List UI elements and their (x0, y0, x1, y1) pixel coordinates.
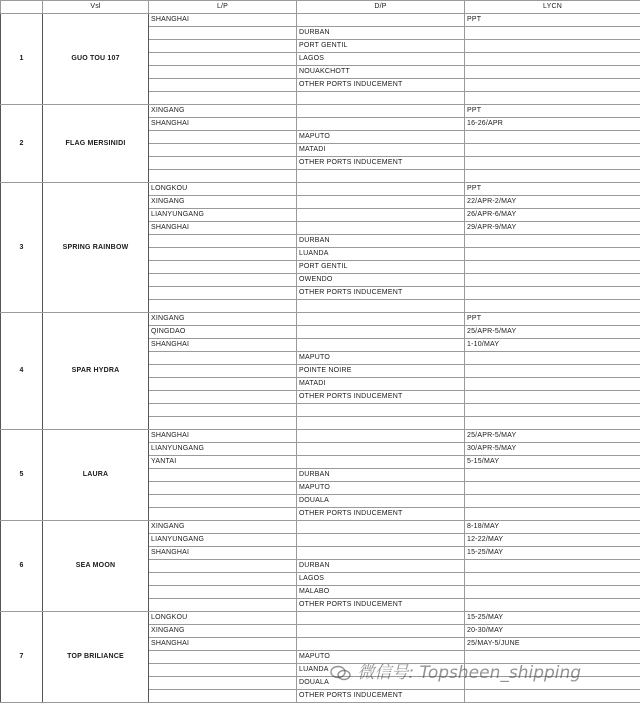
vessel-number: 6 (1, 521, 43, 612)
lycn-cell: 15-25/MAY (465, 612, 640, 625)
discharge-port-cell: OWENDO (297, 274, 465, 287)
lycn-cell: 29/APR-9/MAY (465, 222, 640, 235)
schedule-body (1, 14, 640, 703)
discharge-port-cell (297, 183, 465, 196)
lycn-cell: 20-30/MAY (465, 625, 640, 638)
discharge-port-cell (297, 547, 465, 560)
lycn-cell (465, 274, 640, 287)
discharge-port-cell (297, 521, 465, 534)
lycn-cell (465, 157, 640, 170)
load-port-cell (149, 482, 297, 495)
discharge-port-cell: LUANDA (297, 248, 465, 261)
discharge-port-cell (297, 404, 465, 417)
discharge-port-cell: OTHER PORTS INDUCEMENT (297, 157, 465, 170)
vessel-name: SEA MOON (43, 521, 149, 612)
discharge-port-cell: OTHER PORTS INDUCEMENT (297, 79, 465, 92)
load-port-cell (149, 157, 297, 170)
vessel-number: 2 (1, 105, 43, 183)
lycn-cell (465, 417, 640, 430)
lycn-cell (465, 131, 640, 144)
load-port-cell: XINGANG (149, 521, 297, 534)
lycn-cell: 8-18/MAY (465, 521, 640, 534)
load-port-cell: SHANGHAI (149, 638, 297, 651)
lycn-cell: PPT (465, 14, 640, 27)
vessel-number: 3 (1, 183, 43, 313)
load-port-cell: XINGANG (149, 105, 297, 118)
discharge-port-cell (297, 534, 465, 547)
load-port-cell (149, 235, 297, 248)
load-port-cell: SHANGHAI (149, 118, 297, 131)
load-port-cell (149, 66, 297, 79)
load-port-cell (149, 352, 297, 365)
discharge-port-cell: DURBAN (297, 469, 465, 482)
load-port-cell (149, 170, 297, 183)
load-port-cell: SHANGHAI (149, 547, 297, 560)
load-port-cell (149, 300, 297, 313)
discharge-port-cell: PORT GENTIL (297, 40, 465, 53)
discharge-port-cell: OTHER PORTS INDUCEMENT (297, 508, 465, 521)
discharge-port-cell: MAPUTO (297, 651, 465, 664)
lycn-cell: 12-22/MAY (465, 534, 640, 547)
lycn-cell (465, 170, 640, 183)
lycn-cell (465, 144, 640, 157)
load-port-cell (149, 248, 297, 261)
header-discharge-port: D/P (297, 1, 465, 14)
discharge-port-cell: DURBAN (297, 235, 465, 248)
vessel-name: FLAG MERSINIDI (43, 105, 149, 183)
load-port-cell: SHANGHAI (149, 222, 297, 235)
discharge-port-cell: POINTE NOIRE (297, 365, 465, 378)
lycn-cell: PPT (465, 105, 640, 118)
lycn-cell (465, 508, 640, 521)
lycn-cell: 16-26/APR (465, 118, 640, 131)
lycn-cell: 30/APR-5/MAY (465, 443, 640, 456)
discharge-port-cell (297, 326, 465, 339)
lycn-cell (465, 586, 640, 599)
vessel-number: 5 (1, 430, 43, 521)
load-port-cell (149, 274, 297, 287)
lycn-cell: 1-10/MAY (465, 339, 640, 352)
discharge-port-cell: MAPUTO (297, 482, 465, 495)
watermark (330, 658, 635, 684)
load-port-cell: LONGKOU (149, 612, 297, 625)
lycn-cell: 25/APR-5/MAY (465, 326, 640, 339)
load-port-cell: XINGANG (149, 196, 297, 209)
load-port-cell (149, 560, 297, 573)
lycn-cell: 25/APR-5/MAY (465, 430, 640, 443)
load-port-cell (149, 404, 297, 417)
load-port-cell (149, 586, 297, 599)
discharge-port-cell (297, 456, 465, 469)
discharge-port-cell (297, 118, 465, 131)
load-port-cell (149, 144, 297, 157)
lycn-cell (465, 66, 640, 79)
discharge-port-cell: OTHER PORTS INDUCEMENT (297, 599, 465, 612)
load-port-cell: LIANYUNGANG (149, 209, 297, 222)
lycn-cell (465, 27, 640, 40)
discharge-port-cell (297, 14, 465, 27)
load-port-cell (149, 508, 297, 521)
discharge-port-cell: MATADI (297, 144, 465, 157)
load-port-cell (149, 365, 297, 378)
discharge-port-cell: MATADI (297, 378, 465, 391)
lycn-cell (465, 391, 640, 404)
load-port-cell (149, 495, 297, 508)
load-port-cell (149, 27, 297, 40)
discharge-port-cell: NOUAKCHOTT (297, 66, 465, 79)
discharge-port-cell: LAGOS (297, 573, 465, 586)
lycn-cell (465, 573, 640, 586)
table-row (1, 183, 640, 196)
vessel-name: SPRING RAINBOW (43, 183, 149, 313)
lycn-cell (465, 53, 640, 66)
discharge-port-cell (297, 625, 465, 638)
lycn-cell (465, 365, 640, 378)
lycn-cell (465, 599, 640, 612)
discharge-port-cell (297, 417, 465, 430)
discharge-port-cell (297, 92, 465, 105)
load-port-cell (149, 677, 297, 690)
lycn-cell (465, 352, 640, 365)
load-port-cell (149, 690, 297, 703)
discharge-port-cell: DURBAN (297, 27, 465, 40)
load-port-cell: SHANGHAI (149, 14, 297, 27)
table-row (1, 612, 640, 625)
discharge-port-cell: OTHER PORTS INDUCEMENT (297, 391, 465, 404)
discharge-port-cell: OTHER PORTS INDUCEMENT (297, 690, 465, 703)
discharge-port-cell: LAGOS (297, 53, 465, 66)
load-port-cell: SHANGHAI (149, 339, 297, 352)
load-port-cell: LIANYUNGANG (149, 534, 297, 547)
load-port-cell (149, 79, 297, 92)
vessel-number: 1 (1, 14, 43, 105)
table-row (1, 313, 640, 326)
load-port-cell: LIANYUNGANG (149, 443, 297, 456)
discharge-port-cell (297, 612, 465, 625)
load-port-cell: XINGANG (149, 313, 297, 326)
load-port-cell: XINGANG (149, 625, 297, 638)
discharge-port-cell (297, 313, 465, 326)
load-port-cell: LONGKOU (149, 183, 297, 196)
discharge-port-cell: MAPUTO (297, 352, 465, 365)
discharge-port-cell: DOUALA (297, 677, 465, 690)
discharge-port-cell (297, 105, 465, 118)
discharge-port-cell: LUANDA (297, 664, 465, 677)
lycn-cell (465, 404, 640, 417)
lycn-cell (465, 469, 640, 482)
table-row (1, 14, 640, 27)
header-row (1, 1, 640, 14)
table-row (1, 105, 640, 118)
discharge-port-cell: MAPUTO (297, 131, 465, 144)
vessel-name: SPAR HYDRA (43, 313, 149, 430)
discharge-port-cell (297, 170, 465, 183)
discharge-port-cell (297, 209, 465, 222)
discharge-port-cell (297, 222, 465, 235)
header-load-port: L/P (149, 1, 297, 14)
vessel-name: LAURA (43, 430, 149, 521)
load-port-cell (149, 664, 297, 677)
load-port-cell (149, 599, 297, 612)
load-port-cell (149, 378, 297, 391)
load-port-cell (149, 287, 297, 300)
load-port-cell (149, 53, 297, 66)
lycn-cell (465, 690, 640, 703)
header-vessel: Vsl (43, 1, 149, 14)
vessel-number: 4 (1, 313, 43, 430)
lycn-cell (465, 287, 640, 300)
discharge-port-cell (297, 638, 465, 651)
load-port-cell: YANTAI (149, 456, 297, 469)
lycn-cell: 15-25/MAY (465, 547, 640, 560)
discharge-port-cell: DOUALA (297, 495, 465, 508)
load-port-cell (149, 417, 297, 430)
lycn-cell (465, 482, 640, 495)
load-port-cell (149, 40, 297, 53)
discharge-port-cell (297, 196, 465, 209)
discharge-port-cell: DURBAN (297, 560, 465, 573)
lycn-cell (465, 40, 640, 53)
lycn-cell (465, 300, 640, 313)
discharge-port-cell: PORT GENTIL (297, 261, 465, 274)
lycn-cell: PPT (465, 313, 640, 326)
discharge-port-cell (297, 339, 465, 352)
lycn-cell (465, 495, 640, 508)
load-port-cell (149, 573, 297, 586)
load-port-cell (149, 651, 297, 664)
discharge-port-cell (297, 443, 465, 456)
discharge-port-cell: MALABO (297, 586, 465, 599)
load-port-cell (149, 92, 297, 105)
lycn-cell (465, 378, 640, 391)
load-port-cell (149, 131, 297, 144)
lycn-cell: 25/MAY-5/JUNE (465, 638, 640, 651)
table-row (1, 430, 640, 443)
load-port-cell: QINGDAO (149, 326, 297, 339)
vessel-name: GUO TOU 107 (43, 14, 149, 105)
lycn-cell (465, 248, 640, 261)
lycn-cell: 5-15/MAY (465, 456, 640, 469)
header-no (1, 1, 43, 14)
watermark-text: 微信号: Topsheen_shipping (357, 663, 582, 683)
discharge-port-cell: OTHER PORTS INDUCEMENT (297, 287, 465, 300)
vessel-number: 7 (1, 612, 43, 703)
lycn-cell (465, 235, 640, 248)
lycn-cell (465, 560, 640, 573)
wechat-logo-icon (330, 665, 352, 681)
lycn-cell (465, 79, 640, 92)
discharge-port-cell (297, 300, 465, 313)
vessel-name: TOP BRILIANCE (43, 612, 149, 703)
table-row (1, 521, 640, 534)
lycn-cell (465, 261, 640, 274)
lycn-cell: PPT (465, 183, 640, 196)
lycn-cell: 26/APR-6/MAY (465, 209, 640, 222)
load-port-cell (149, 391, 297, 404)
load-port-cell: SHANGHAI (149, 430, 297, 443)
lycn-cell (465, 92, 640, 105)
discharge-port-cell (297, 430, 465, 443)
header-lycn: LYCN (465, 1, 640, 14)
lycn-cell: 22/APR-2/MAY (465, 196, 640, 209)
load-port-cell (149, 469, 297, 482)
load-port-cell (149, 261, 297, 274)
